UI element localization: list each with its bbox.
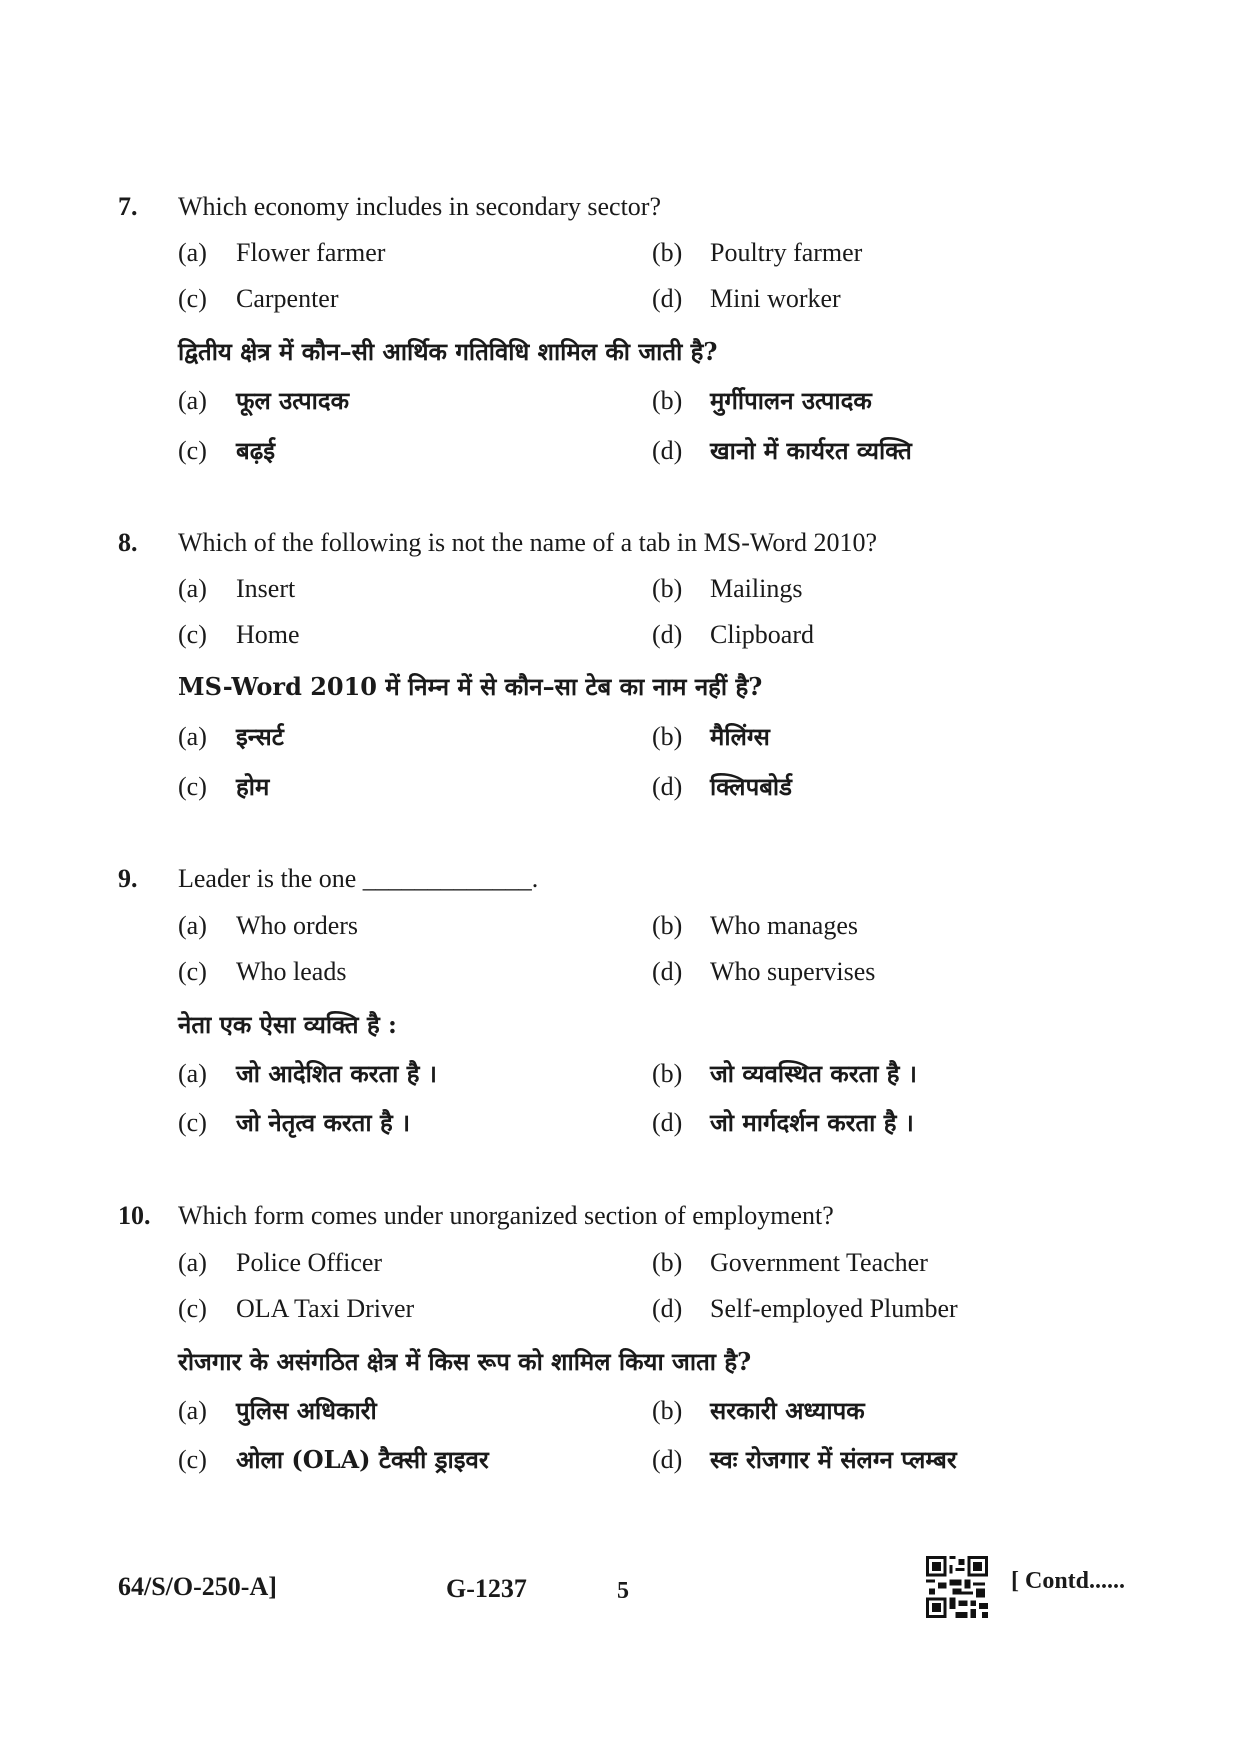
page-number: 5 <box>617 1578 629 1604</box>
option-b-hi: (b) सरकारी अध्यापक <box>652 1396 865 1425</box>
paper-code: 64/S/O-250-A] <box>118 1572 277 1601</box>
option-b-hi: (b) जो व्यवस्थित करता है । <box>652 1059 917 1088</box>
continued-label: [ Contd...... <box>1011 1568 1126 1594</box>
option-d-hi: (d) जो मार्गदर्शन करता है । <box>652 1108 914 1137</box>
option-a-hi: (a) जो आदेशित करता है । <box>178 1059 437 1088</box>
question-text-hi: द्वितीय क्षेत्र में कौन–सी आर्थिक गतिविधि शामिल की जाती है? <box>178 337 718 366</box>
option-a-en: (a) Flower farmer <box>178 238 386 267</box>
option-d-en: (d) Clipboard <box>652 620 814 649</box>
option-b-en: (b) Mailings <box>652 574 803 603</box>
question-text-hi: नेता एक ऐसा व्यक्ति है : <box>178 1010 397 1039</box>
option-d-en: (d) Who supervises <box>652 957 876 986</box>
option-a-en: (a) Insert <box>178 574 296 603</box>
question-text-en: Leader is the one _____________. <box>178 864 539 893</box>
option-b-en: (b) Who manages <box>652 911 859 940</box>
option-d-hi: (d) क्लिपबोर्ड <box>652 772 792 801</box>
question-text-en: Which of the following is not the name of a tab in MS-Word 2010? <box>178 528 878 557</box>
option-c-en: (c) Who leads <box>178 957 347 986</box>
option-d-en: (d) Mini worker <box>652 284 841 313</box>
qr-code-icon <box>926 1556 988 1618</box>
option-c-en: (c) Carpenter <box>178 284 339 313</box>
question-number: 7. <box>118 192 138 221</box>
option-a-en: (a) Who orders <box>178 911 359 940</box>
option-c-en: (c) Home <box>178 620 300 649</box>
option-b-hi: (b) मैलिंग्स <box>652 722 770 751</box>
option-b-hi: (b) मुर्गीपालन उत्पादक <box>652 386 872 415</box>
option-a-en: (a) Police Officer <box>178 1248 383 1277</box>
option-a-hi: (a) इन्सर्ट <box>178 722 284 751</box>
question-number: 8. <box>118 528 138 557</box>
question-number: 10. <box>118 1201 151 1230</box>
option-d-en: (d) Self-employed Plumber <box>652 1294 958 1323</box>
option-c-hi: (c) जो नेतृत्व करता है । <box>178 1108 411 1137</box>
question-text-en: Which form comes under unorganized section of employment? <box>178 1201 834 1230</box>
option-b-en: (b) Government Teacher <box>652 1248 928 1277</box>
option-c-hi: (c) ओला (OLA) टैक्सी ड्राइवर <box>178 1445 489 1474</box>
option-c-hi: (c) होम <box>178 772 270 801</box>
option-b-en: (b) Poultry farmer <box>652 238 863 267</box>
option-a-hi: (a) पुलिस अधिकारी <box>178 1396 377 1425</box>
series-code: G-1237 <box>446 1574 527 1603</box>
option-d-hi: (d) खानो में कार्यरत व्यक्ति <box>652 436 912 465</box>
question-text-en: Which economy includes in secondary sector? <box>178 192 661 221</box>
option-a-hi: (a) फूल उत्पादक <box>178 386 350 415</box>
question-text-hi: रोजगार के असंगठित क्षेत्र में किस रूप को शामिल किया जाता है? <box>178 1347 752 1376</box>
question-text-hi: MS-Word 2010 में निम्न में से कौन–सा टेब का नाम नहीं है? <box>178 672 763 701</box>
option-c-en: (c) OLA Taxi Driver <box>178 1294 415 1323</box>
question-number: 9. <box>118 864 138 893</box>
option-d-hi: (d) स्वः रोजगार में संलग्न प्लम्बर <box>652 1445 957 1474</box>
option-c-hi: (c) बढ़ई <box>178 436 275 465</box>
